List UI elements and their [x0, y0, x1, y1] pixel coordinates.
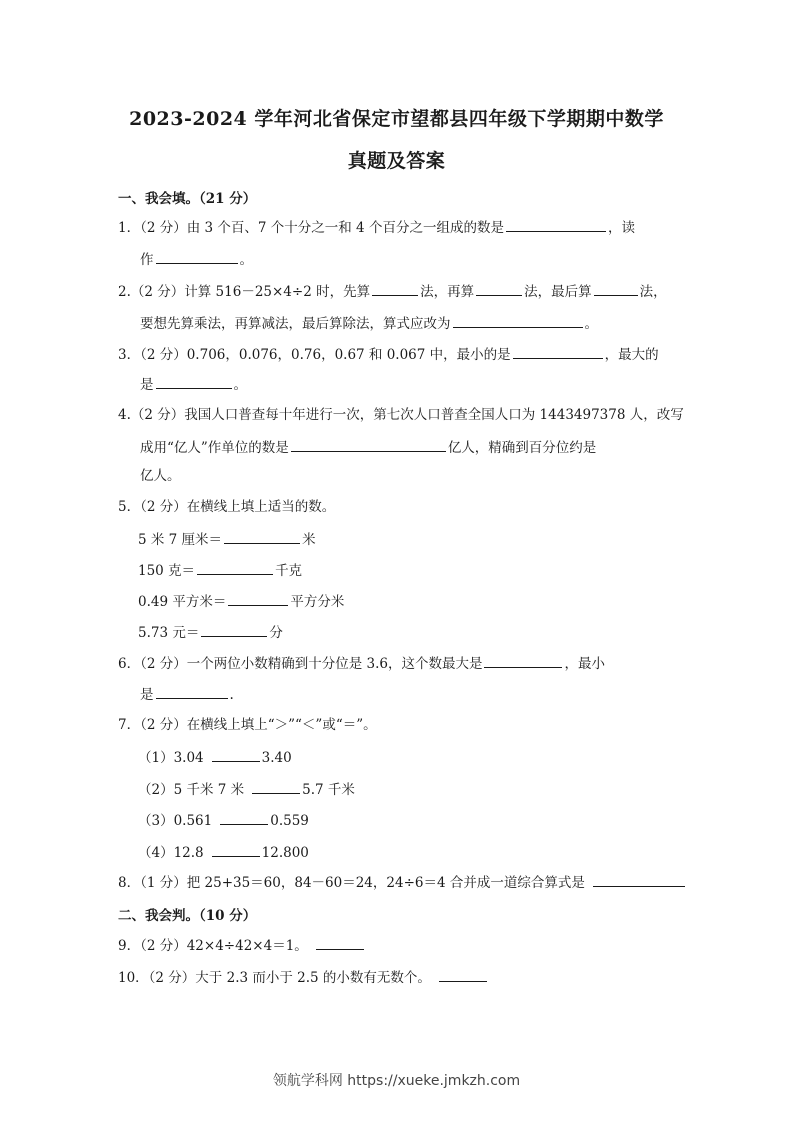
question-6-line-2	[140, 684, 234, 704]
question-6-text: 6．（2 分）一个两位小数精确到十分位是 3.6，这个数最大是	[118, 656, 483, 672]
item-text: 12.800	[261, 845, 309, 861]
question-1-text: 1．（2 分）由 3 个百、7 个十分之一和 4 个百分之一组成的数是	[118, 220, 504, 236]
question-4-text: 4.（2 分）我国人口普查每十年进行一次，第七次人口普查全国人口为 1443497378 人，改写	[118, 407, 684, 423]
question-10-text: 10．（2 分）大于 2.3 而小于 2.5 的小数有无数个。	[118, 970, 431, 986]
answer-blank[interactable]	[594, 281, 638, 296]
answer-blank[interactable]	[593, 872, 685, 887]
question-3-text: ，最大的	[604, 347, 659, 363]
item-unit: 千克	[275, 563, 303, 579]
question-3-line-1	[118, 344, 659, 364]
answer-blank[interactable]	[197, 560, 273, 575]
question-4-text: 亿人。	[140, 468, 181, 484]
question-3-line-2	[140, 374, 247, 394]
question-3-text: 。	[233, 377, 247, 393]
item-text: 0.49 平方米＝	[138, 594, 227, 610]
question-2-text: 法，再算	[420, 284, 475, 300]
answer-blank[interactable]	[212, 842, 260, 857]
question-1-text-end: 。	[239, 252, 253, 268]
item-text: （3）0.561	[138, 813, 213, 829]
question-8-line-1	[118, 872, 687, 892]
question-2-text: 法，最后算	[524, 284, 592, 300]
answer-blank[interactable]	[484, 653, 562, 668]
question-7-prompt	[118, 716, 377, 734]
question-7-item-3	[138, 810, 309, 830]
item-unit: 平方分米	[290, 594, 345, 610]
item-unit: 分	[269, 625, 283, 641]
question-1-text-cont: 作	[140, 252, 154, 268]
question-9-text: 9．（2 分）42×4÷42×4＝1。	[118, 938, 308, 954]
answer-blank[interactable]	[156, 684, 228, 699]
item-text: （4）12.8	[138, 845, 204, 861]
section-heading-fill: 一、我会填。（21 分）	[118, 191, 257, 207]
question-4-line-1	[118, 406, 684, 424]
answer-blank[interactable]	[156, 249, 238, 264]
question-7-item-2	[138, 779, 355, 799]
question-2-line-1	[118, 281, 667, 301]
answer-blank[interactable]	[220, 810, 268, 825]
answer-blank[interactable]	[476, 281, 522, 296]
item-text: 5 米 7 厘米＝	[138, 532, 223, 548]
answer-blank[interactable]	[201, 622, 267, 637]
question-5-item-3	[138, 591, 344, 611]
question-2-text: 。	[584, 316, 598, 332]
question-1-line-2	[140, 249, 253, 269]
question-2-text: 法，	[639, 284, 667, 300]
answer-blank[interactable]	[224, 529, 300, 544]
answer-blank[interactable]	[291, 437, 446, 452]
answer-blank[interactable]	[316, 935, 364, 950]
question-1-line-1	[118, 217, 635, 237]
question-4-text: 成用“亿人”作单位的数是	[140, 440, 289, 456]
question-8-text: 8．（1 分）把 25+35＝60，84－60＝24，24÷6＝4 合并成一道综合算式是	[118, 875, 585, 891]
answer-blank[interactable]	[212, 747, 260, 762]
question-5-item-4	[138, 622, 283, 642]
question-2-line-2	[140, 313, 598, 333]
answer-blank[interactable]	[156, 374, 232, 389]
question-6-text: ，最小	[564, 656, 605, 672]
question-3-text: 是	[140, 377, 154, 393]
item-text: 150 克＝	[138, 563, 196, 579]
answer-blank[interactable]	[453, 313, 583, 328]
question-7-item-4	[138, 842, 309, 862]
question-5-item-2	[138, 560, 302, 580]
question-6-text: .	[229, 687, 234, 703]
question-5-item-1	[138, 529, 316, 549]
question-7-text: 7．（2 分）在横线上填上“＞”“＜”或“＝”。	[118, 717, 377, 733]
answer-blank[interactable]	[513, 344, 603, 359]
question-10-line-1	[118, 967, 489, 987]
question-1-text-end: ，读	[607, 220, 635, 236]
question-2-text: 要想先算乘法，再算减法，最后算除法，算式应改为	[140, 316, 451, 332]
question-7-item-1	[138, 747, 292, 767]
question-4-line-2	[140, 437, 596, 457]
question-9-line-1	[118, 935, 366, 955]
item-text: 3.40	[261, 750, 292, 766]
answer-blank[interactable]	[506, 217, 606, 232]
item-text: 5.73 元＝	[138, 625, 200, 641]
item-text: 0.559	[270, 813, 309, 829]
section-heading-judge: 二、我会判。（10 分）	[118, 908, 257, 924]
answer-blank[interactable]	[228, 591, 288, 606]
item-text: （1）3.04	[138, 750, 204, 766]
document-title-line-2: 真题及答案	[347, 150, 446, 172]
question-6-text: 是	[140, 687, 154, 703]
item-unit: 米	[302, 532, 316, 548]
item-text: （2）5 千米 7 米	[138, 782, 245, 798]
question-5-text: 5．（2 分）在横线上填上适当的数。	[118, 499, 336, 515]
answer-blank[interactable]	[372, 281, 418, 296]
item-text: 5.7 千米	[302, 782, 355, 798]
footer-watermark: 领航学科网 https://xueke.jmkzh.com	[272, 1073, 521, 1089]
question-6-line-1	[118, 653, 605, 673]
document-title-line-1: 2023-2024 学年河北省保定市望都县四年级下学期期中数学	[129, 108, 664, 130]
question-2-text: 2.（2 分）计算 516－25×4÷2 时，先算	[118, 284, 371, 300]
question-4-text: 亿人，精确到百分位约是	[447, 440, 597, 456]
question-3-text: 3．（2 分）0.706，0.076，0.76，0.67 和 0.067 中，最小的是	[118, 347, 511, 363]
answer-blank[interactable]	[252, 779, 300, 794]
answer-blank[interactable]	[439, 967, 487, 982]
question-4-line-3	[140, 467, 181, 485]
question-5-prompt	[118, 498, 335, 516]
